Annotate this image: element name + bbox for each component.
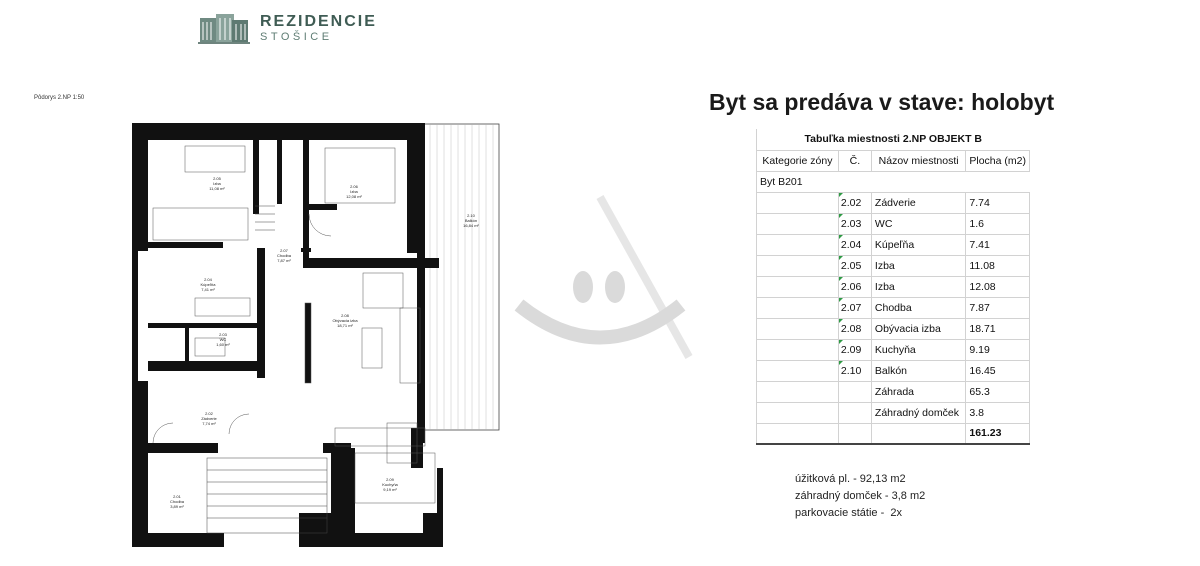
room-name: Kúpeľňa <box>871 234 965 255</box>
room-area: 12.08 <box>966 276 1030 297</box>
room-name: Zádverie <box>871 192 965 213</box>
marker-icon <box>839 361 843 365</box>
room-number: 2.05 <box>838 255 871 276</box>
room-label: Izba <box>350 189 358 194</box>
floor-plan <box>125 118 505 550</box>
room-number <box>838 402 871 423</box>
smiley-watermark-icon <box>505 195 695 365</box>
balcony-area <box>423 124 499 430</box>
room-number: 2.10 <box>838 360 871 381</box>
room-number: 2.09 <box>838 339 871 360</box>
table-row <box>757 402 1030 423</box>
room-name: Chodba <box>871 297 965 318</box>
room-label: 2.06 <box>350 184 358 189</box>
table-row <box>757 255 1030 276</box>
usable-area-line: úžitková pl. - 92,13 m2 <box>795 473 906 485</box>
room-label: 7,41 m² <box>201 287 215 292</box>
room-name: Izba <box>871 276 965 297</box>
table-row <box>757 297 1030 318</box>
room-label: 3,89 m² <box>170 504 184 509</box>
table-group-row <box>757 171 1030 192</box>
room-area: 7.41 <box>966 234 1030 255</box>
room-name: Záhradný domček <box>871 402 965 423</box>
room-label: Kuchyňa <box>382 482 398 487</box>
room-label: 2.10 <box>467 213 475 218</box>
column-header: Č. <box>838 150 871 171</box>
room-label: 2.02 <box>205 411 213 416</box>
room-area: 65.3 <box>966 381 1030 402</box>
total-area: 161.23 <box>966 423 1030 444</box>
room-label: Chodba <box>169 499 185 504</box>
room-label: Zádverie <box>201 416 217 421</box>
room-label: 1,60 m² <box>216 342 230 347</box>
room-label: 2.07 <box>280 248 288 253</box>
room-area: 7.87 <box>966 297 1030 318</box>
logo-subtitle: STOŠICE <box>260 31 333 43</box>
room-label: 2.08 <box>341 313 349 318</box>
room-label: Chodba <box>276 253 292 258</box>
column-header: Názov miestnosti <box>871 150 965 171</box>
room-label: 2.09 <box>386 477 394 482</box>
room-number: 2.03 <box>838 213 871 234</box>
room-label: 7,87 m² <box>277 258 291 263</box>
room-area: 16.45 <box>966 360 1030 381</box>
room-number <box>838 381 871 402</box>
plan-caption: Pôdorys 2.NP 1:50 <box>34 95 85 101</box>
table-row <box>757 339 1030 360</box>
room-number: 2.08 <box>838 318 871 339</box>
table-row <box>757 360 1030 381</box>
room-number: 2.07 <box>838 297 871 318</box>
table-row <box>757 381 1030 402</box>
table-total-row <box>757 423 1030 444</box>
room-label: 11,08 m² <box>209 186 225 191</box>
marker-icon <box>839 340 843 344</box>
room-label: Izba <box>213 181 221 186</box>
room-name: Záhrada <box>871 381 965 402</box>
room-name: Izba <box>871 255 965 276</box>
room-label: 18,71 m² <box>337 323 353 328</box>
room-name: Balkón <box>871 360 965 381</box>
marker-icon <box>839 277 843 281</box>
room-area: 9.19 <box>966 339 1030 360</box>
marker-icon <box>839 235 843 239</box>
table-row <box>757 213 1030 234</box>
table-row <box>757 192 1030 213</box>
page-headline: Byt sa predáva v stave: holobyt <box>709 89 1055 115</box>
room-label: 7,74 m² <box>202 421 216 426</box>
room-number: 2.04 <box>838 234 871 255</box>
table-title: Tabuľka miestnosti 2.NP OBJEKT B <box>757 129 1030 150</box>
room-label: 2.04 <box>204 277 212 282</box>
rooms-table <box>756 129 1030 445</box>
column-header: Plocha (m2) <box>966 150 1030 171</box>
room-label: 2.03 <box>219 332 227 337</box>
logo-title: REZIDENCIE <box>260 13 377 30</box>
room-label: 2.05 <box>213 176 221 181</box>
garden-house-line: záhradný domček - 3,8 m2 <box>795 490 926 502</box>
room-area: 7.74 <box>966 192 1030 213</box>
table-row <box>757 318 1030 339</box>
room-area: 11.08 <box>966 255 1030 276</box>
area-summary <box>795 471 925 522</box>
table-title-row <box>757 129 1030 150</box>
room-number: 2.02 <box>838 192 871 213</box>
room-area: 3.8 <box>966 402 1030 423</box>
apartment-label: Byt B201 <box>757 171 1030 192</box>
table-header-row <box>757 150 1030 171</box>
brand-logo <box>198 10 378 46</box>
marker-icon <box>839 298 843 302</box>
room-label: 9,19 m² <box>383 487 397 492</box>
room-area: 18.71 <box>966 318 1030 339</box>
room-number: 2.06 <box>838 276 871 297</box>
column-header: Kategorie zóny <box>757 150 839 171</box>
room-label: 2.01 <box>173 494 181 499</box>
building-logo-icon <box>198 10 250 44</box>
room-name: Kuchyňa <box>871 339 965 360</box>
marker-icon <box>839 193 843 197</box>
room-label: Balkón <box>464 218 478 223</box>
room-label: WC <box>219 337 227 342</box>
parking-line: parkovacie státie - 2x <box>795 507 902 519</box>
marker-icon <box>839 319 843 323</box>
room-label: Kúpeľňa <box>200 282 216 287</box>
table-row <box>757 234 1030 255</box>
room-name: WC <box>871 213 965 234</box>
room-label: 16,84 m² <box>463 223 479 228</box>
room-name: Obývacia izba <box>871 318 965 339</box>
marker-icon <box>839 214 843 218</box>
marker-icon <box>839 256 843 260</box>
room-label: Obývacia izba <box>332 318 358 323</box>
table-row <box>757 276 1030 297</box>
room-label: 12,08 m² <box>346 194 362 199</box>
room-area: 1.6 <box>966 213 1030 234</box>
